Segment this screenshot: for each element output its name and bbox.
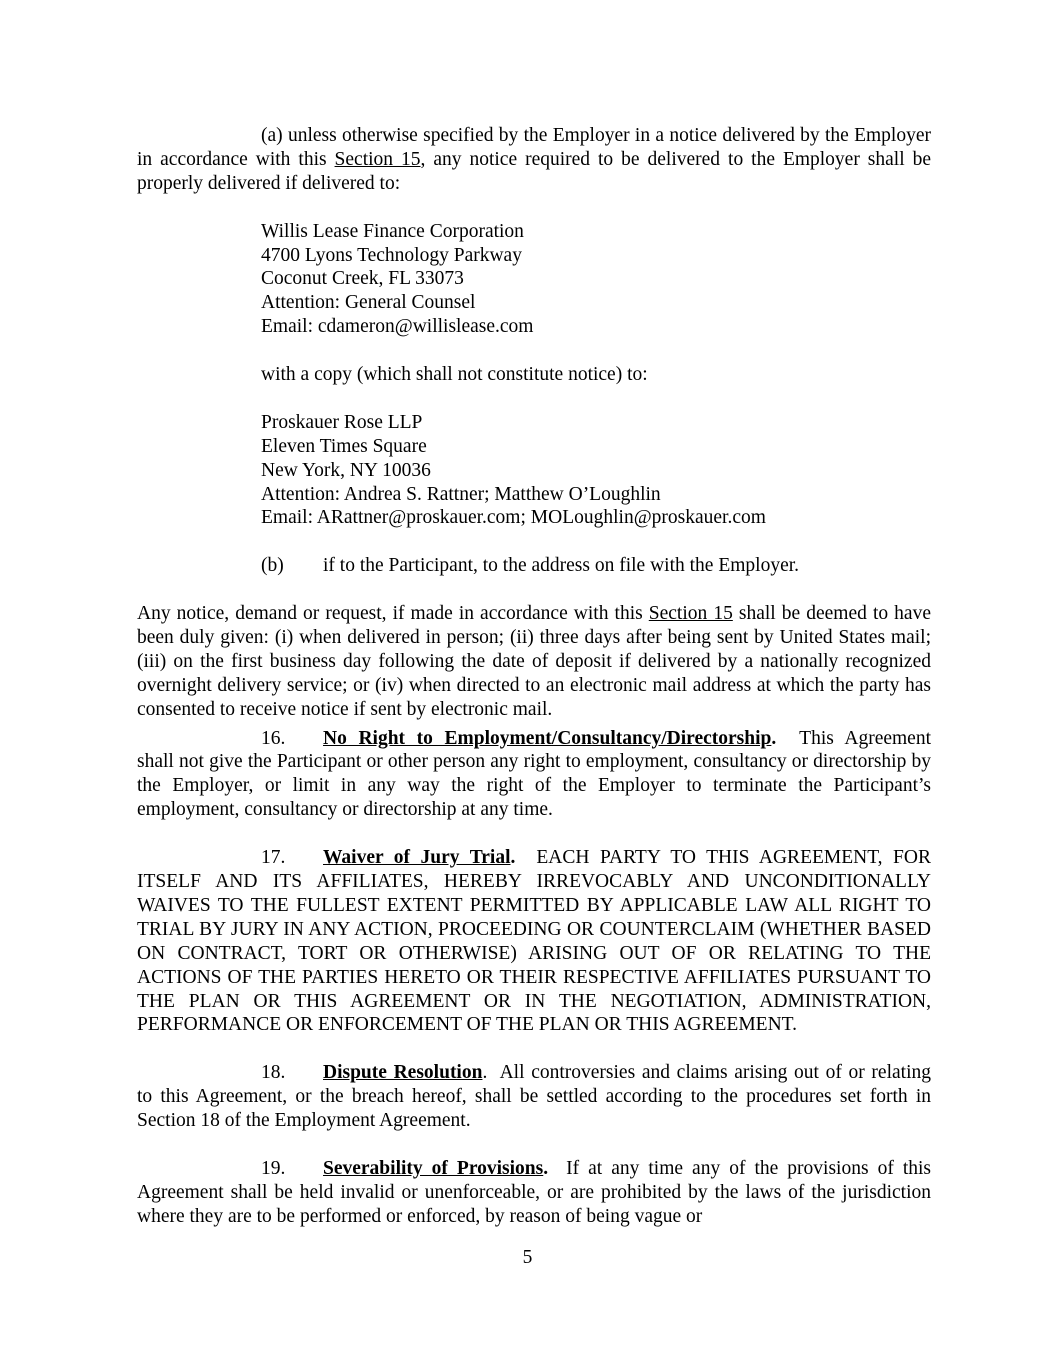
counsel-attention: Attention: Andrea S. Rattner; Matthew O’Loughlin (261, 483, 661, 505)
notice-text-end: shall be deemed to have been duly given: (i) when delivered in person; (ii) three days after being sent by United States mail; (iii) on the first business day following the date of deposit if delivered by a nationally recognized overnight delivery service; or (iv) when directed to an electronic mail address at which the party has consented to receive notice if sent by electronic mail. (137, 603, 931, 720)
counsel-street: Eleven Times Square (261, 435, 427, 457)
notice-text: Any notice, demand or request, if made in accordance with this (137, 603, 649, 625)
section-17 (137, 846, 936, 1037)
section-heading: Waiver of Jury Trial (323, 847, 511, 869)
copy-note: with a copy (which shall not constitute notice) to: (261, 364, 648, 386)
section-15-reference-2: Section 15 (648, 603, 733, 625)
heading-punct: . (543, 1157, 549, 1179)
paragraph-b-label: (b) (261, 555, 284, 577)
employer-street: 4700 Lyons Technology Parkway (261, 244, 522, 266)
section-number: 17. (261, 847, 286, 869)
employer-email: Email: cdameron@willislease.com (261, 316, 534, 338)
employer-name: Willis Lease Finance Corporation (261, 220, 524, 242)
section-heading: Severability of Provisions (323, 1157, 544, 1179)
section-16 (137, 727, 936, 823)
counsel-email: Email: ARattner@proskauer.com; MOLoughlin@proskauer.com (261, 507, 766, 529)
document-page (137, 124, 936, 1229)
notice-paragraph (137, 602, 931, 722)
section-number: 18. (261, 1062, 286, 1084)
employer-attention: Attention: General Counsel (261, 292, 476, 314)
paragraph-a (137, 124, 931, 196)
section-heading: No Right to Employment/Consultancy/Directorship (323, 727, 772, 749)
section-19 (137, 1157, 936, 1229)
section-text: EACH PARTY TO THIS AGREEMENT, FOR ITSELF AND ITS AFFILIATES, HEREBY IRREVOCABLY AND UNCONDITIONALLY WAIVES TO THE FULLEST EXTENT PERMITTED BY APPLICABLE LAW ALL RIGHT TO TRIAL BY JURY IN ANY ACTION, PROCEEDING OR COUNTERCLAIM (WHETHER BASED ON CONTRACT, TORT OR OTHERWISE) ARISING OUT OF OR RELATING TO THE ACTIONS OF THE PARTIES HERETO OR THEIR RESPECTIVE AFFILIATES PURSUANT TO THE PLAN OR THIS AGREEMENT OR IN THE NEGOTIATION, ADMINISTRATION, PERFORMANCE OR ENFORCEMENT OF THE PLAN OR THIS AGREEMENT. (137, 847, 936, 1036)
paragraph-b-text: if to the Participant, to the address on file with the Employer. (323, 555, 800, 577)
section-number: 19. (261, 1157, 286, 1179)
paragraph-b (261, 554, 931, 578)
section-18 (137, 1061, 936, 1133)
paragraph-a-text-end: , any notice required to be delivered to the Employer shall be properly delivered if delivered to: (137, 148, 931, 194)
page-number: 5 (522, 1247, 533, 1268)
counsel-city: New York, NY 10036 (261, 459, 431, 481)
counsel-address-block (261, 411, 931, 531)
employer-city: Coconut Creek, FL 33073 (261, 268, 464, 290)
section-15-reference: Section 15 (334, 148, 421, 170)
employer-address-block (261, 220, 931, 340)
section-text: . All controversies and claims arising out of or relating to this Agreement, or the breach hereof, shall be settled according to the procedures set forth in Section 18 of the Employment Agreement. (137, 1062, 936, 1132)
section-heading: Dispute Resolution (323, 1062, 483, 1084)
section-number: 16. (261, 727, 286, 749)
heading-punct: . (771, 727, 777, 749)
section-text: If at any time any of the provisions of this Agreement shall be held invalid or unenforceable, or are prohibited by the laws of the jurisdiction where they are to be performed or enforced, by reason of being vague or (137, 1157, 936, 1227)
counsel-name: Proskauer Rose LLP (261, 411, 423, 433)
heading-punct: . (510, 847, 516, 869)
paragraph-a-text: (a) unless otherwise specified by the Employer in a notice delivered by the Employer in accordance with this (137, 125, 931, 170)
section-text: This Agreement shall not give the Participant or other person any right to employment, consultancy or directorship by the Employer, or limit in any way the right of the Employer to terminate the Participant’s employment, consultancy or directorship at any time. (137, 727, 936, 821)
